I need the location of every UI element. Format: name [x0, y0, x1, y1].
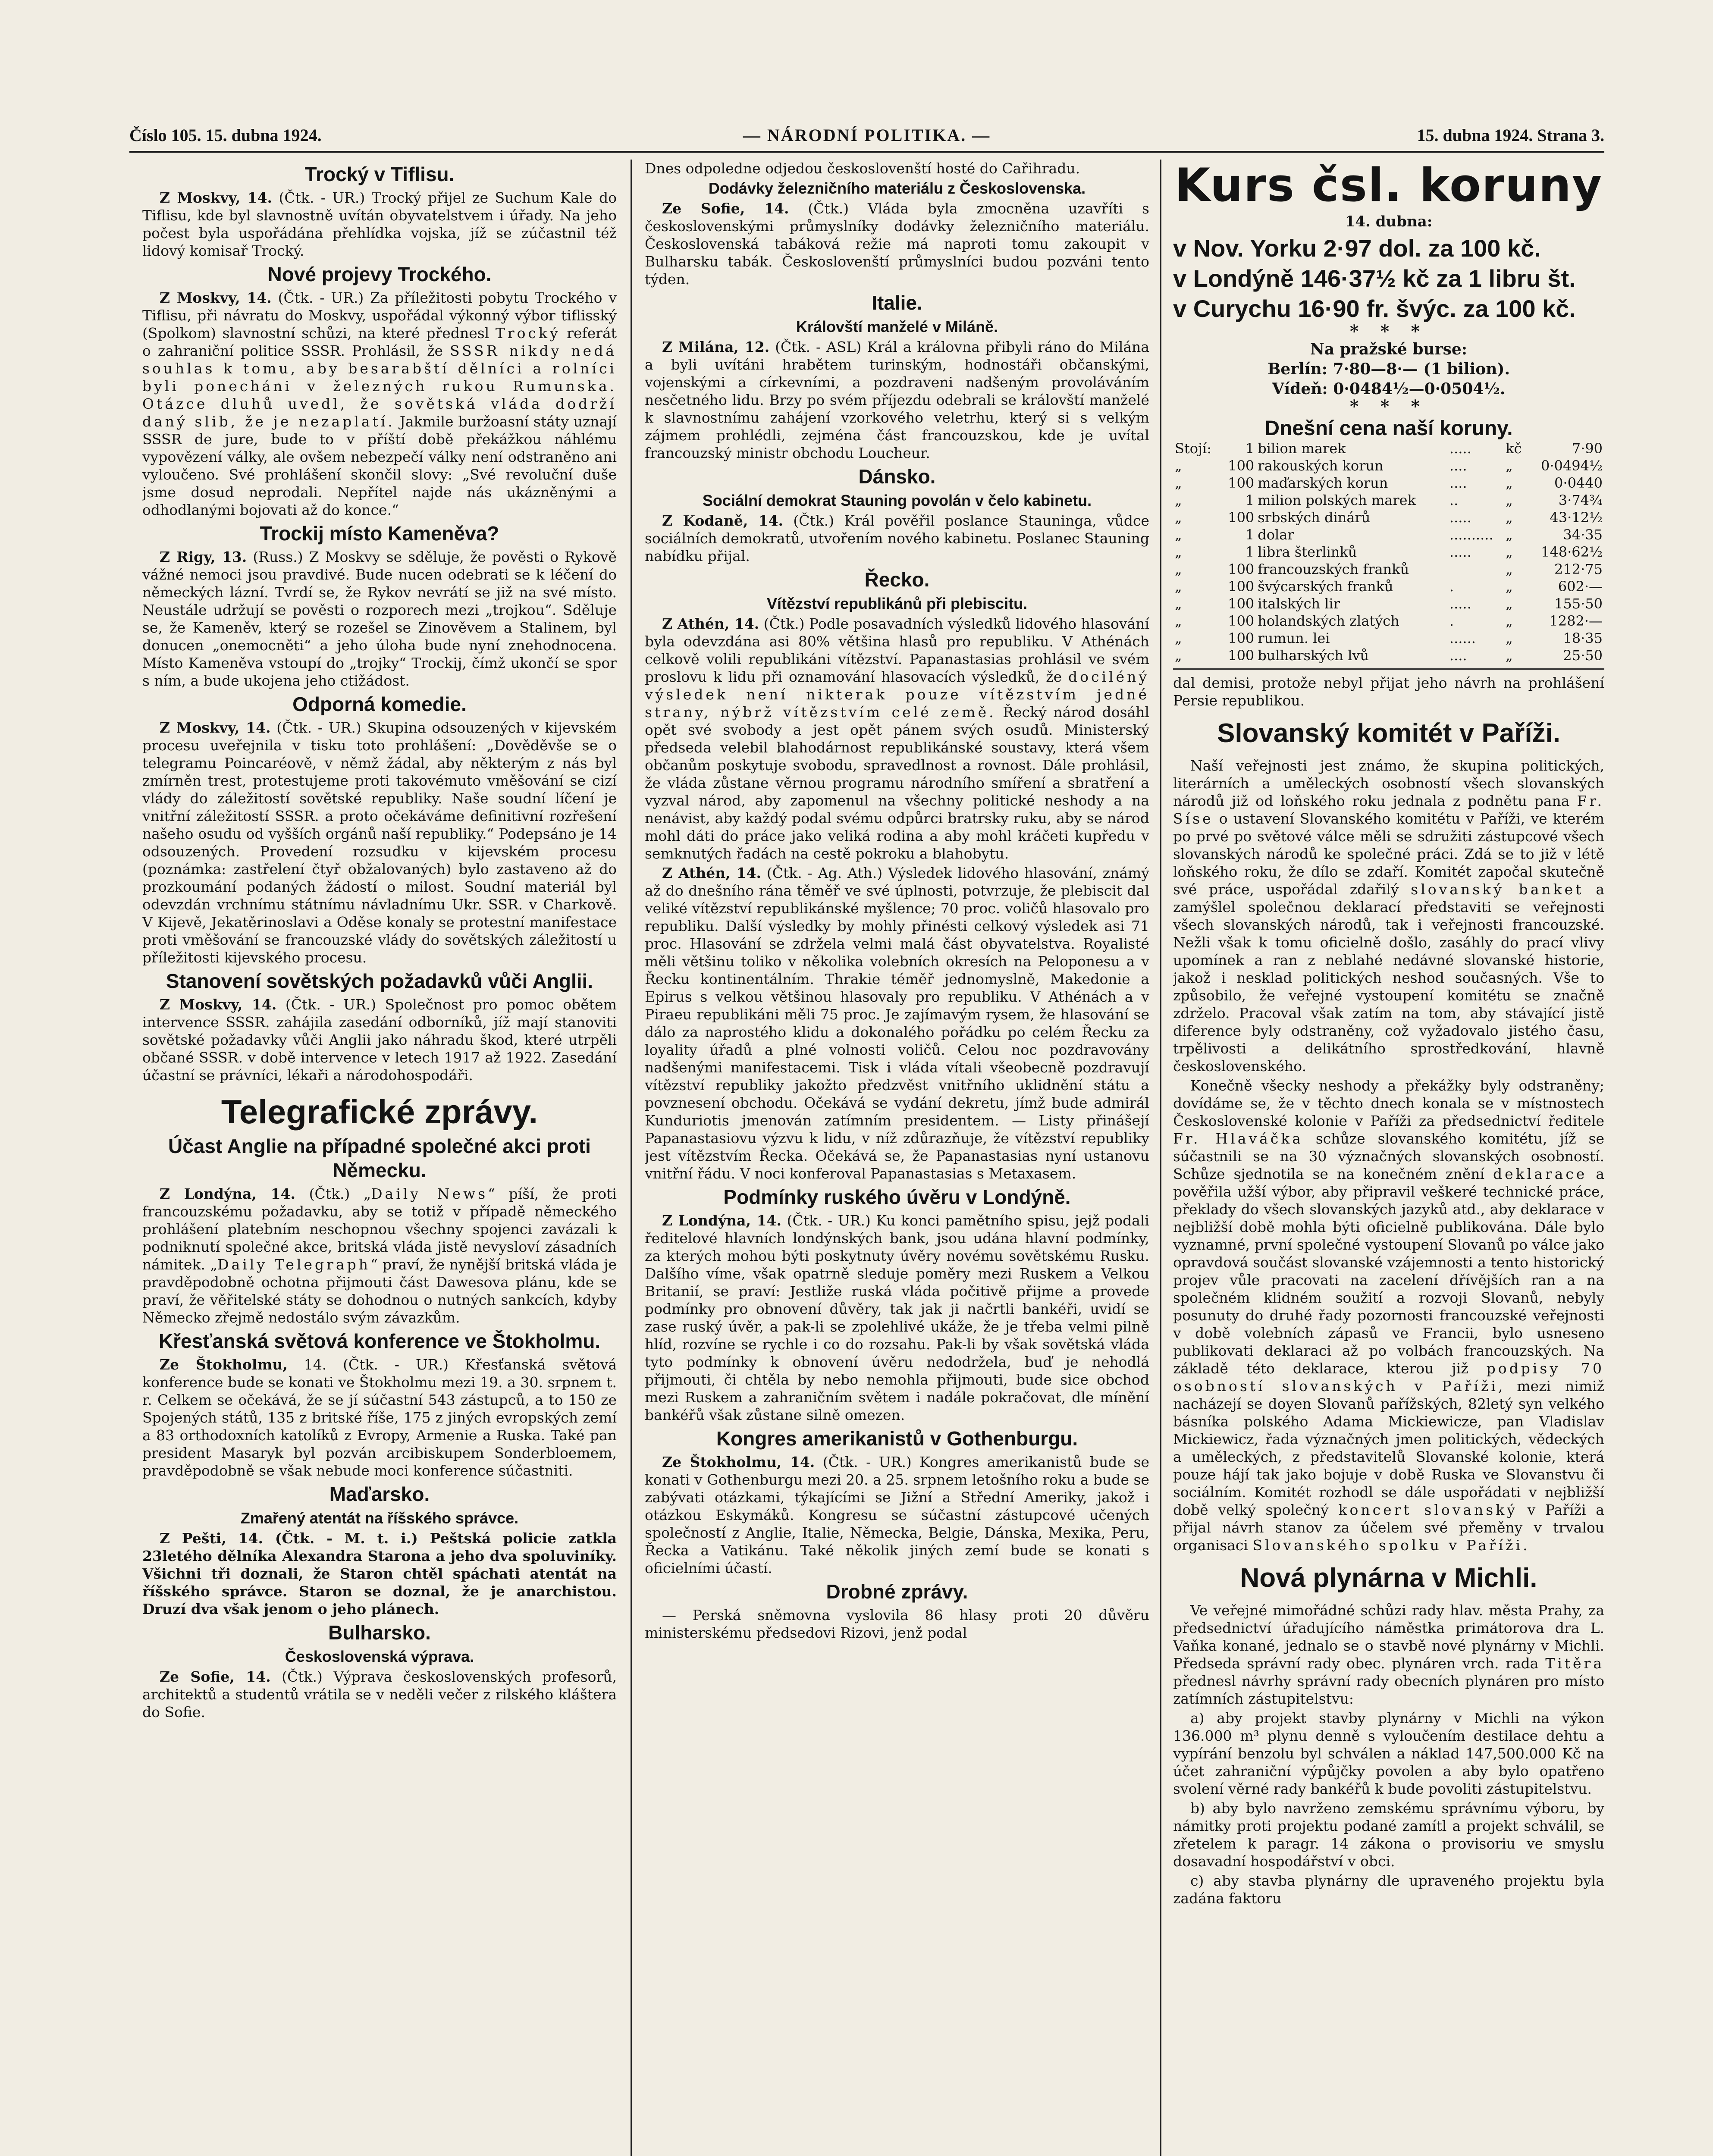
dateline: Z Moskvy, 14.: [160, 996, 277, 1013]
rate-unit: „: [1506, 526, 1513, 543]
article-headline: Bulharsko.: [328, 1621, 431, 1644]
dateline: Z Rigy, 13.: [160, 548, 247, 565]
rate-row: [1173, 543, 1604, 561]
article-text: schůze slovanského komitétu, jíž se súčastnili se na 30 význačných slovanských osobností. Schůze sjednotila se na konečném znění: [1173, 1130, 1604, 1182]
article-text: (Čtk.) „: [295, 1185, 371, 1202]
rate-leader-dots: .....: [1449, 440, 1471, 457]
rate-row: [1173, 561, 1604, 578]
dateline: Ze Sofie, 14.: [160, 1668, 271, 1685]
article-body: [645, 1453, 1149, 1577]
article-text: .: [1523, 1537, 1528, 1554]
article-text: “ praví, že nynější britská vláda je pravděpodobně ochotna přijmouti část Dawesova plánu, kde se praví, že věřitelské státy se dohodnou o nutných sankcích, kdyby Německo zřejmě nedostálo svým závazkům.: [142, 1256, 617, 1326]
article-body: [142, 1529, 617, 1618]
rate-unit: „: [1506, 561, 1513, 577]
article-headline: Dodávky železničního materiálu z Československa.: [708, 179, 1086, 197]
article-text: (Čtk.) Vláda byla zmocněna uzavříti s československými průmyslníky dodávky železničního materiálu. Československá tabáková režie má naproti tomu zakoupit v Bulharsku tabák. Českoslovenští průmyslníci budou pozváni tento týden.: [645, 200, 1149, 288]
rate-value: 148·62½: [1541, 544, 1603, 560]
newspaper-title: — NÁRODNÍ POLITIKA. —: [743, 125, 991, 145]
article-body: [645, 864, 1149, 1182]
article-text: o ustavení Slovanského komitétu v Paříži, ve kterém po prvé po světové válce měli se sdružiti zástupcové všech slovanských národů ke společné práci. Zdá se to již v létě loňského roku, že dílo se zdaří. Komitét započal skutečně své práce, uspořádal zdařilý: [1173, 810, 1604, 898]
rate-value: 212·75: [1554, 561, 1603, 577]
article-headline: Podmínky ruského úvěru v Londýně.: [723, 1186, 1071, 1208]
article-text: (Russ.) Z Moskvy se sděluje, že pověsti o Rykově vážné nemoci jsou pravdivé. Bude nucen odebrati se k léčení do německých lázní. Tvrdí se, že Rykov nevrátí se již na své místo. Neustále udržují se pověsti o rozporech mezi „trojkou“. Sděluje se, že Kameněv, který se rozešel se Zinověvem a Stalinem, byl donucen „onemocněti“ a jeho úloha bude nyní znehodnocena. Místo Kameněva vstoupí do „trojky“ Trockij, čímž ukončí se spor s ním, a bude ukojena jeho ctižádost.: [142, 548, 617, 689]
rate-row: [1173, 509, 1604, 526]
spaced-text: Daily Telegraph: [217, 1256, 370, 1273]
rate-unit: „: [1506, 544, 1513, 560]
article-headline: Trocký v Tiflisu.: [304, 163, 455, 185]
rate-prefix: „: [1175, 458, 1182, 474]
rate-currency: maďarských korun: [1258, 475, 1388, 491]
rate-quantity: 100: [1228, 578, 1255, 595]
dateline: Z Pešti, 14.: [160, 1530, 264, 1547]
rate-row: [1173, 578, 1604, 595]
article-body: [1173, 1601, 1604, 1708]
rate-unit: „: [1506, 595, 1513, 612]
rate-currency: bulharských lvů: [1258, 647, 1369, 664]
spaced-text: podpisy 70 osobností slovanských v Paříži: [1173, 1360, 1604, 1395]
rate-currency: dolar: [1258, 526, 1294, 543]
column-3: [1173, 160, 1604, 2156]
spaced-text: koncert slovanský: [1338, 1501, 1518, 1518]
rate-quantity: 100: [1228, 509, 1255, 526]
article-headline: Slovanský komitét v Paříži.: [1217, 718, 1560, 748]
spaced-text: dociléný výsledek není nikterak pouze vítězstvím jedné strany, nýbrž vítězstvím celé země.: [645, 668, 1149, 721]
article-text: (Čtk. - M. t. i.) Peštská policie zatkla 23letého dělníka Alexandra Starona a jeho dva spoluviníky. Všichni tři doznali, že Staron chtěl spáchati atentát na říšského správce. Staron se doznal, že je anarchistou. Druzí dva však jenom o jeho plánech.: [142, 1530, 617, 1617]
article-body: — Perská sněmovna vyslovila 86 hlasy proti 20 důvěru ministerskému předsedovi Rizovi, jenž podal: [645, 1607, 1149, 1641]
article-text: v Paříži a přijal návrh stanov za účelem své přeměny v trvalou organisaci: [1173, 1501, 1604, 1554]
rate-leader-dots: .....: [1449, 595, 1471, 612]
berlin-rate: Berlín: 7·80—8·— (1 bilion).: [1267, 360, 1510, 378]
rate-row: [1173, 440, 1604, 457]
dateline: Z Moskvy, 14.: [160, 189, 273, 206]
crown-price-title: Dnešní cena naší koruny.: [1264, 417, 1513, 440]
rate-value: 602·—: [1558, 578, 1603, 595]
article-text: (Čtk. - UR.) Trocký přijel ze Suchum Kale do Tiflisu, kde byl slavnostně uvítán obyvatelstvem i úřady. Na jeho počest byla uspořádána přehlídka vojska, jíž se zúčastnil též lidový komisař Trocký.: [142, 189, 617, 259]
dateline: Z Moskvy, 14.: [160, 289, 272, 306]
article-text: (Čtk. - UR.) Ku konci pamětního spisu, jejž podali ředitelové hlavních londýnských bank, jsou udána hlavní podmínky, za kterých mohou býti poskytnuty úvěry novému sovětskému Rusku. Dalšího víme, však opatrně sleduje poměry mezi Ruskem a Velkou Britanií, se praví: Jestliže ruská vláda počitivě přijme a provede podmínky pro obnovení důvěry, tak jak ji načrtli bankéři, uvidí se zase ruský úvěr, a pak-li se zpolehlivé ukáže, že je třeba velmi pilně hlíd, rozvíne se rychle i co do rozsahu. Pak-li by však sovětská vláda tyto podmínky k obnovení úvěru nedodržela, buď je nehodlá přijmouti, či chtěla by nebo nemohla přijmouti, bude sice obchod mezi Ruskem a zahraničním světem i nadále pokračovat, dle mínění bankéřů však zůstane silně omezen.: [645, 1212, 1149, 1423]
article-subheadline: Královští manželé v Miláně.: [796, 318, 998, 335]
article-headline: Stanovení sovětských požadavků vůči Anglii.: [166, 970, 593, 992]
rate-new-york: v Nov. Yorku 2·97 dol. za 100 kč.: [1173, 235, 1541, 262]
rate-leader-dots: .: [1449, 613, 1454, 629]
dateline: Z Kodaně, 14.: [662, 512, 784, 529]
spaced-text: Fr. Síse: [1173, 793, 1604, 827]
spaced-text: Fr. Hlaváčka: [1173, 1130, 1303, 1147]
article-body: c) aby stavba plynárny dle upraveného projektu byla zadána faktoru: [1173, 1872, 1604, 1907]
rate-leader-dots: ......: [1449, 630, 1476, 646]
rate-currency: rumun. lei: [1258, 630, 1330, 646]
article-continuation: Dnes odpoledne odjedou českoslovenští hosté do Cařihradu.: [645, 160, 1080, 177]
spaced-text: Titěra: [1545, 1655, 1604, 1672]
spaced-text: slovanský banket: [1411, 881, 1584, 898]
article-body: [142, 189, 617, 260]
rate-value: 25·50: [1563, 647, 1603, 664]
rate-leader-dots: ....: [1449, 458, 1467, 474]
rate-leader-dots: ....: [1449, 647, 1467, 664]
rate-prefix: „: [1175, 578, 1182, 595]
rate-london: v Londýně 146·37½ kč za 1 libru št.: [1173, 265, 1576, 292]
article-subheadline: Československá výprava.: [285, 1648, 474, 1665]
rate-currency: srbských dinárů: [1258, 509, 1371, 526]
article-body: [142, 996, 617, 1084]
rate-prefix: „: [1175, 561, 1182, 577]
dateline: Ze Sofie, 14.: [662, 200, 789, 217]
article-text: (Čtk.) Podle posavadních výsledků lidového hlasování byla odevzdána asi 80% většina hlasů pro republiku. V Athénách celkově volili republikáni vítězství. Papanastasias prohlásil ve svém proslovu k lidu při oznamování hlasovacích výsledků, že: [645, 615, 1149, 685]
article-subheadline: Zmařený atentát na říšského správce.: [240, 1509, 519, 1527]
article-subheadline: Sociální demokrat Stauning povolán v čelo kabinetu.: [702, 492, 1092, 509]
article-text: (Čtk. - Ag. Ath.) Výsledek lidového hlasování, známý až do dnešního rána těměř ve své úplnosti, potvrzuje, že plebiscit dal veliké vítězství republikánské myšlence; 70 proc. voličů hlasovalo pro republiku. Další výsledky by mohly přinésti celkový výsledek asi 71 proc. Hlasování se zdržela velmi malá část obyvatelstva. Royalisté měli většinu toliko v několika volebních okresích na Peloponesu a v Řecku kontinentálním. Thrakie téměř jednomyslně, Makedonie a Epirus s velkou většinou hlasovaly pro republiku. V Athénách a v Piraeu republikáni měli 75 proc. Je zajímavým rysem, že hlasování se dálo za naprostého klidu a dokonalého pořádku po celém Řecku za loyality úřadů a plné volnosti voličů. Celou noc pozdravovány nadšenými manifestacemi. Tisk i vláda vítali všeobecně pozdravují vítězství republiky jakožto předzvěst vnitřního uklidnění státu a povznesení obchodu. Očekává se vydání dekretu, jímž bude admirál Kunduriotis jmenován zatímním presidentem. — Listy přinášejí Papanastasiovu výzvu k lidu, v níž zdůrazňuje, že vítězství republiky jest vítězstvím Řecka. Očekává se, že Papanastasias nyní ustanovu vnitřní řádu. V noci konferoval Papanastasias s Metaxasem.: [645, 865, 1149, 1182]
rate-unit: „: [1506, 492, 1513, 508]
issue-number: Číslo 105. 15. dubna 1924.: [129, 125, 322, 145]
rate-row: [1173, 647, 1604, 664]
section-title: Telegrafické zprávy.: [221, 1093, 538, 1131]
article-text: a zamýšlel společnou deklarací představiti se veřejnosti všech slovanských národů, tak i veřejnosti francouzské. Nežli však k tomu oficielně došlo, zasáhly do prací vlivy upomínek a ran z neblahé nedávné slovanské historie, jakož i nesklad politických neshod současných. Vše to způsobilo, že veřejné vystoupení komitétu se značně zdrželo. Pracoval však zatím na tom, aby stávající jistě diference byly odstraněny, což vyžadovalo jistého času, trpělivosti a delikátního sprostředkování, hlavně československého.: [1173, 881, 1604, 1075]
rate-prefix: „: [1175, 630, 1182, 646]
rate-unit: „: [1506, 458, 1513, 474]
rate-prefix: „: [1175, 613, 1182, 629]
article-text: (Čtk. - UR.) Za příležitosti pobytu Trockého v Tiflisu, při návratu do Moskvy, uspořádal výkonný výbor tiflisský (Spolkom) slavnostní schůzi, na které přednesl: [142, 289, 617, 342]
separator-stars: * * *: [1349, 321, 1428, 342]
rate-unit: „: [1506, 613, 1513, 629]
article-headline: Italie.: [872, 291, 922, 314]
dateline: Ze Štokholmu, 14.: [662, 1454, 815, 1470]
article-body: [1173, 757, 1604, 1075]
rate-quantity: 1: [1245, 440, 1255, 457]
article-text: (Čtk. - UR.) Kongres amerikanistů bude se konati v Gothenburgu mezi 20. a 25. srpnem letošního roku a bude se zabývati otázkami, týkajícími se Jižní a Střední Ameriky, jakož i otázkou Eskymáků. Kongresu se súčastní zástupcové učených společností z Anglie, Italie, Německa, Belgie, Dánska, Mexika, Peru, Řecka a Vatikánu. Také několik jiných zemí bude se konati s oficielními účastí.: [645, 1454, 1149, 1576]
rate-leader-dots: ....: [1449, 475, 1467, 491]
page-number: 15. dubna 1924. Strana 3.: [1417, 125, 1604, 145]
article-text: Konečně všecky neshody a překážky byly odstraněny; dovídáme se, že v těchto dnech konala se v místnostech Československé kolonie v Paříži za předsednictví ředitele: [1173, 1077, 1604, 1129]
article-text: (Čtk.) Výprava československých profesorů, architektů a studentů vrátila se v neděli večer z rilského kláštera do Sofie.: [142, 1668, 617, 1720]
rate-unit: „: [1506, 578, 1513, 595]
article-headline: Účast Anglie na případné společné akci proti Německu.: [168, 1135, 591, 1181]
rate-quantity: 100: [1228, 475, 1255, 491]
article-text: Naší veřejnosti jest známo, že skupina politických, literárních a uměleckých osobností všech slovanských národů již od loňského roku jednala z podnětu pana: [1173, 757, 1604, 809]
article-headline: Dánsko.: [858, 465, 936, 488]
article-body: [142, 1668, 617, 1721]
dateline: Ze Štokholmu,: [160, 1356, 288, 1373]
rate-currency: milion polských marek: [1258, 492, 1416, 508]
rates-rule: [1173, 668, 1604, 670]
article-body: [645, 338, 1149, 462]
article-headline: Nové projevy Trockého.: [267, 263, 492, 285]
rate-prefix: „: [1175, 544, 1182, 560]
rate-currency: italských lir: [1258, 595, 1340, 612]
spaced-text: Trocký: [495, 325, 561, 342]
article-text: (Čtk. - ASL) Král a královna přibyli ráno do Milána a byli uvítáni hrabětem turinským, hodnostáři občanskými, vojenskými a církevními, a pozdraveni nadšeným provoláváním nesčetného lidu. Brzy po svém příjezdu odebrali se královští manželé k slavnostnímu zahájení vzorkového veletrhu, který si s velkým zájmem prohlédli, zejména část francouzskou, kde je uvítal francouzský ministr obchodu Loucheur.: [645, 338, 1149, 461]
rate-row: [1173, 526, 1604, 543]
dateline: Z Athén, 14.: [662, 615, 759, 632]
rate-quantity: 100: [1228, 647, 1255, 664]
article-text: a pověřila užší výbor, aby připravil veškeré technické práce, překlady do všech slovanských jazyků atd., aby deklarace v nejbližší době mohla býti oficielně publikována. Dále bylo vyznamné, první společné vystoupení Slovanů po válce jako opravdová součást slovanské vzájemnosti a tento historický projev vůle pracovati na zacelení dřívějších ran a na společném klidném soužití a rozvoji Slovanů, nebyly posunuty do druhé řady pozornosti francouzské veřejnosti v době volebních zápasů ve Francii, bylo usneseno publikovati deklaraci až po volbách francouzských. Na základě této deklarace, kterou již: [1173, 1166, 1604, 1377]
dateline: Z Londýna, 14.: [160, 1185, 296, 1202]
rate-currency: holandských zlatých: [1258, 613, 1399, 629]
rate-currency: libra šterlinků: [1258, 544, 1357, 560]
article-body: b) aby bylo navrženo zemskému správnímu výboru, by námitky proti projektu podané zamítl a projekt schválil, se zřetelem k paragr. 14 zákona o provisoriu ve smyslu dosavadní hospodářství v obci.: [1173, 1800, 1604, 1870]
dateline: Z Milána, 12.: [662, 338, 770, 355]
rate-value: 7·90: [1572, 440, 1603, 457]
article-headline: Odporná komedie.: [292, 693, 467, 715]
rates-table: [1173, 440, 1604, 664]
rate-prefix: „: [1175, 509, 1182, 526]
rate-unit: kč: [1506, 440, 1522, 457]
article-text: Řecký národ dosáhl opět své svobody a jest opět pánem svých osudů. Ministerský předseda velebil blahodárnost republikánské soustavy, která všem občanům poskytuje svobodu, spravedlnost a rovnost. Dále prohlásil, že vláda zůstane věrnou programu národního smíření a sbratření a vyzval národ, aby zapomenul na všechny politické neshody a na nenávist, aby každý podal svému odpůrci bratrsky ruku, aby se národ mohl dáti do práce jako veliká rodina a aby mohl kráčeti kupředu v semknutých řadách na cestě pokroku a blahobytu.: [645, 704, 1149, 862]
column-divider: [1160, 160, 1161, 2156]
article-body: [645, 512, 1149, 565]
spaced-text: deklarace: [1493, 1166, 1588, 1182]
column-divider: [631, 160, 632, 2156]
prague-exchange-label: Na pražské burse:: [1310, 340, 1468, 358]
article-body: [1173, 1077, 1604, 1554]
dateline: Z Londýna, 14.: [662, 1212, 781, 1229]
spaced-text: Daily News: [371, 1185, 488, 1202]
rate-row: [1173, 474, 1604, 492]
rate-quantity: 100: [1228, 561, 1255, 577]
rate-leader-dots: .....: [1449, 509, 1471, 526]
rate-value: 0·0494½: [1541, 458, 1603, 474]
article-text: (Čtk. - UR.) Společnost pro pomoc obětem intervence SSSR. zahájila zasedání odborníků, jíž mají stanoviti sovětské požadavky vůči Anglii jako náhradu škod, které utrpěli občané SSSR. v době intervence v letech 1917 až 1922. Zasedání účastní se právníci, lékaři a národohospodáři.: [142, 996, 617, 1084]
rate-quantity: 100: [1228, 630, 1255, 646]
rate-prefix: „: [1175, 475, 1182, 491]
rate-unit: „: [1506, 509, 1513, 526]
rate-unit: „: [1506, 630, 1513, 646]
rate-quantity: 100: [1228, 595, 1255, 612]
rate-leader-dots: .: [1449, 578, 1454, 595]
rate-quantity: 1: [1245, 526, 1255, 543]
page-header: [129, 125, 1604, 151]
rate-row: [1173, 630, 1604, 647]
rate-zurich: v Curychu 16·90 fr. švýc. za 100 kč.: [1173, 295, 1576, 322]
rate-value: 34·35: [1563, 526, 1603, 543]
rate-row: [1173, 612, 1604, 630]
column-2: [645, 160, 1149, 2156]
rate-value: 0·0440: [1554, 475, 1603, 491]
rate-value: 18·35: [1563, 630, 1603, 646]
rate-leader-dots: ..: [1449, 492, 1459, 508]
rate-row: [1173, 457, 1604, 474]
article-body: [645, 1212, 1149, 1424]
article-body: [645, 200, 1149, 288]
rate-quantity: 1: [1245, 492, 1255, 508]
rate-currency: bilion marek: [1258, 440, 1346, 457]
article-body: [142, 1185, 617, 1326]
rate-value: 155·50: [1554, 595, 1603, 612]
vienna-rate: Vídeň: 0·0484½—0·0504½.: [1272, 380, 1506, 398]
rate-currency: rakouských korun: [1258, 458, 1384, 474]
article-body: [142, 289, 617, 519]
article-headline: Křesťanská světová konference ve Štokholmu.: [158, 1330, 601, 1352]
rate-prefix: „: [1175, 492, 1182, 508]
rate-leader-dots: .....: [1449, 544, 1471, 560]
article-text: (Čtk. - UR.) Skupina odsouzených v kijevském procesu uveřejnila v tisku toto prohlášení: „Dověděvše se o telegramu Poincaréově, v němž žádal, aby některým z nás byl zmírněn trest, protestujeme proti takovémuto vměšování se cizí vlády do záležitostí sovětské republiky. Naše soudní líčení je vnitřní záležitostí SSSR. a proto očekáváme definitivní rozřešení našeho osudu od vyšších orgánů naší republiky.“ Podepsáno je 14 odsouzených. Provedení rozsudku v kijevském procesu (poznámka: zastřelení čtyř obžalovaných) bylo zastaveno až do prozkoumání podaných žádostí o milost. Soudní materiál byl odevzdán vrchnímu státnímu návladnímu Ukr. SSR. v Charkově. V Kijevě, Jekatěrinoslavi a Oděse konaly se protestní manifestace proti vměšování se francouzské vlády do sovětských záležitostí u příležitosti kijevského procesu.: [142, 719, 617, 966]
article-text: (Čtk.) Král pověřil poslance Stauninga, vůdce sociálních demokratů, utvořením nového kabinetu. Poslanec Stauning nabídku přijal.: [645, 512, 1149, 564]
rate-quantity: 1: [1245, 544, 1255, 560]
article-headline: Maďarsko.: [329, 1483, 430, 1505]
article-text: “ píší, že proti francouzskému požadavku, aby se totiž v případě německého prohlášení platebním neschopnou všechny spojenci zavázali k podniknutí společné akce, britská vláda jistě nevysloví zásadních námitek. „: [142, 1185, 617, 1273]
rate-prefix: „: [1175, 647, 1182, 664]
rate-currency: švýcarských franků: [1258, 578, 1393, 595]
column-1: [142, 160, 617, 2156]
rate-row: [1173, 595, 1604, 612]
article-body: a) aby projekt stavby plynárny v Michli na výkon 136.000 m³ plynu denně s vyloučením destilace dehtu a vypírání benzolu byl schválen a náklad 147,500.000 Kč na účet zahraniční výpůjčky povolen a aby bylo opatřeno svolení věrné rady bankéřů k bude povoliti zástupitelstvu.: [1173, 1710, 1604, 1797]
article-headline: Nová plynárna v Michli.: [1240, 1563, 1537, 1593]
article-continuation: dal demisi, protože nebyl přijat jeho návrh na prohlášení Persie republikou.: [1173, 674, 1604, 709]
rate-unit: „: [1506, 647, 1513, 664]
article-headline: Řecko.: [864, 568, 930, 591]
rate-leader-dots: [1448, 561, 1504, 578]
rate-value: 1282·—: [1549, 613, 1603, 629]
rate-row: [1173, 492, 1604, 509]
exchange-rate-title: Kurs čsl. koruny: [1174, 160, 1603, 212]
rate-unit: „: [1506, 475, 1513, 491]
rate-leader-dots: ..........: [1449, 526, 1493, 543]
rate-value: 43·12½: [1550, 509, 1603, 526]
article-headline: Kongres amerikanistů v Gothenburgu.: [716, 1427, 1078, 1450]
article-text: referát o zahraniční politice SSSR. Prohlásil, že: [142, 325, 617, 359]
exchange-rate-date: 14. dubna:: [1345, 213, 1433, 230]
article-text: Ve veřejné mimořádné schůzi rady hlav. města Prahy, za předsednictví úřadujícího náměstka primátorova dra L. Vaňka konané, jednalo se o stavbě nové plynárny v Michli. Předseda správní rady obec. plynáren vrch. rada: [1173, 1602, 1604, 1672]
article-text: 14. (Čtk. - UR.) Křesťanská světová konference bude se konati ve Štokholmu mezi 19. a 30. srpnem t. r. Celkem se očekává, že se jí súčastní 543 zástupců, a to 150 ze Spojených států, 135 z britské říše, 175 z jiných evropských zemí a 83 orthodoxních katolíků z Evropy, Armenie a Ruska. Také pan president Masaryk byl pozván arcibiskupem Sonderbloemem, pravděpodobně se však nebude moci konference súčastniti.: [142, 1356, 617, 1479]
article-text: , mezi nimiž nacházejí se doyen Slovanů pařížských, 82letý syn velkého básníka polského Adama Mickiewicze, pan Vladislav Mickiewicz, řada význačných jmen politických, vědeckých a uměleckých, z představitelů Slovanské kolonie, která pouze hájí tak jako bojuje v době Ruska ve Slovanstvu či sociálním. Komitét rozhodl se dále uspořádati v nejbližší době velký společný: [1173, 1378, 1604, 1518]
rate-prefix: Stojí:: [1175, 440, 1211, 457]
article-subheadline: Vítězství republikánů při plebiscitu.: [766, 595, 1028, 612]
spaced-text: Slovanského spolku v Paříži: [1252, 1537, 1523, 1554]
separator-stars: * * *: [1349, 396, 1428, 417]
article-headline: Trockij místo Kameněva?: [260, 522, 499, 545]
rate-prefix: „: [1175, 526, 1182, 543]
article-body: [142, 1356, 617, 1479]
rate-quantity: 100: [1228, 458, 1255, 474]
article-body: [142, 548, 617, 689]
rate-currency: francouzských franků: [1258, 561, 1409, 577]
article-body: [645, 615, 1149, 862]
rate-value: 3·74¾: [1558, 492, 1603, 508]
spaced-text: SSSR nikdy nedá souhlas k tomu, aby besarabští dělníci a rolníci byli ponecháni v železných rukou Rumunska. Otázce dluhů uvedl, že sovětská vláda dodrží daný slib, že je nezaplatí.: [142, 342, 617, 430]
rate-prefix: „: [1175, 595, 1182, 612]
article-body: [142, 719, 617, 966]
article-headline: Drobné zprávy.: [826, 1580, 968, 1603]
article-text: přednesl návrhy správní rady obecních plynáren pro místo zatímních zástupitelstvu:: [1173, 1673, 1604, 1707]
rate-quantity: 100: [1228, 613, 1255, 629]
dateline: Z Athén, 14.: [662, 865, 761, 881]
dateline: Z Moskvy, 14.: [160, 719, 271, 736]
header-rule: [129, 151, 1604, 153]
article-text: Jakmile buržoasní státy uznají SSSR de jure, bude to v příští době překážkou náhlému vypovězení války, ale ovšem nebezpečí války není odstraněno ani vyloučeno. Své prohlášení skončil slovy: „Své revoluční duše jsme dosud neprodali. Nepřítel najde nás ukázněnými a odhodlanými bojovati až do konce.“: [142, 413, 617, 518]
